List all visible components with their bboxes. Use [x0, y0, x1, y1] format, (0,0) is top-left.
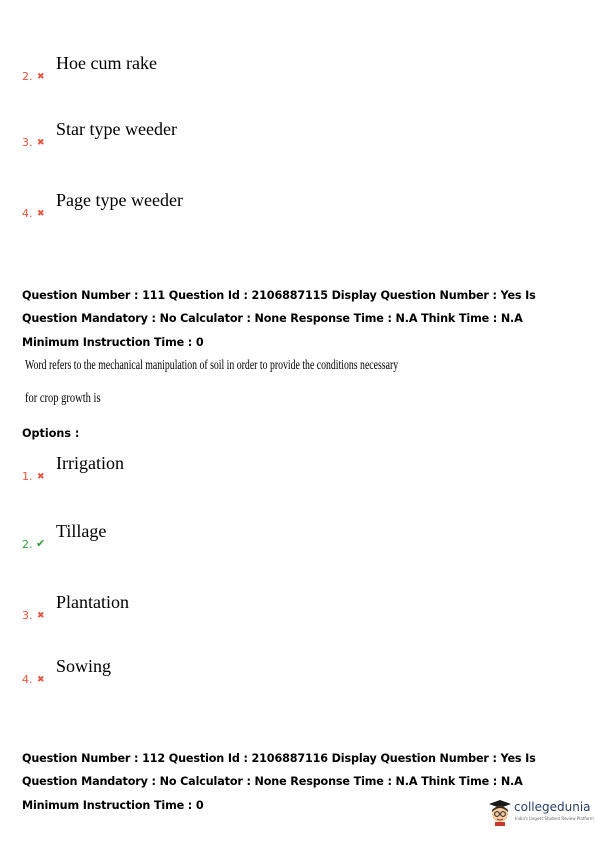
logo-name: collegedunia [514, 800, 591, 814]
option-number: 4. [22, 673, 33, 686]
option-text: Plantation [56, 592, 129, 612]
cross-icon: ✖ [37, 209, 45, 219]
student-mascot-icon [489, 800, 511, 826]
option-text: Tillage [56, 521, 107, 541]
check-icon: ✔ [36, 537, 46, 550]
question-meta-112: Question Number : 112 Question Id : 2106887116 Display Question Number : Yes Is Question Mandatory : No Calculator : None Response Time : N.A Think Time : N.A Minimum Instruction Time : 0 [22, 752, 536, 812]
question-text-line-1: Word refers to the mechanical manipulation of soil in order to provide the conditions necessary [25, 358, 399, 373]
cross-icon: ✖ [37, 675, 45, 685]
cross-icon: ✖ [37, 72, 45, 82]
cross-icon: ✖ [37, 138, 45, 148]
question-text-line-2: for crop growth is [25, 391, 101, 406]
option-text: Sowing [56, 656, 112, 676]
question-meta-111: Question Number : 111 Question Id : 2106887115 Display Question Number : Yes Is Question Mandatory : No Calculator : None Response Time : N.A Think Time : N.A Minimum Instruction Time : 0 [22, 289, 536, 349]
option-text: Irrigation [56, 453, 124, 473]
collegedunia-logo [489, 798, 594, 830]
option-number: 2. [22, 538, 33, 551]
logo-tagline: India's largest Student Review Platform [515, 816, 594, 821]
options-label: Options : [22, 427, 80, 440]
option-number: 3. [22, 609, 33, 622]
option-text: Hoe cum rake [56, 53, 157, 73]
option-number: 3. [22, 136, 33, 149]
option-number: 4. [22, 207, 33, 220]
cross-icon: ✖ [37, 472, 45, 482]
option-number: 1. [22, 470, 33, 483]
cross-icon: ✖ [37, 611, 45, 621]
option-number: 2. [22, 70, 33, 83]
option-text: Star type weeder [56, 119, 177, 139]
option-text: Page type weeder [56, 190, 183, 210]
